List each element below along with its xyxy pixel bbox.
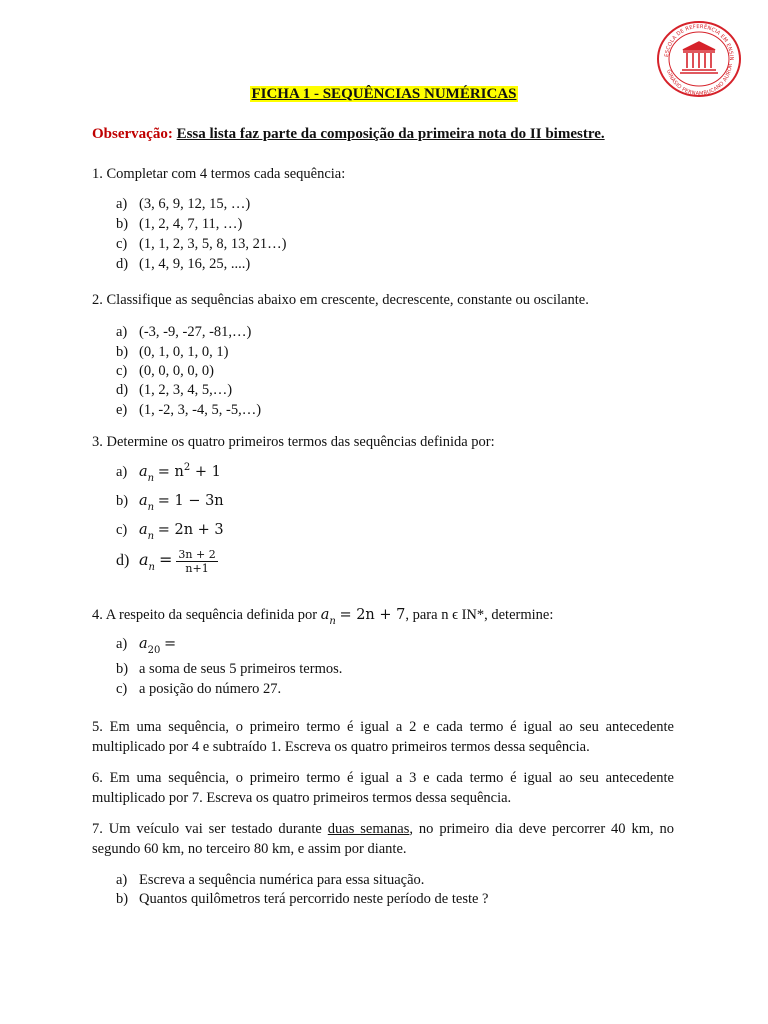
question-7-item: b) Quantos quilômetros terá percorrido neste período de teste ? [116, 891, 489, 907]
question-4-item: b) a soma de seus 5 primeiros termos. [116, 661, 343, 677]
observation-text: Essa lista faz parte da composição da primeira nota do II bimestre. [176, 126, 605, 142]
question-1-prompt: 1. Completar com 4 termos cada sequência: [92, 166, 346, 182]
question-1-item: c) (1, 1, 2, 3, 5, 8, 13, 21…) [116, 236, 287, 252]
question-7-text: 7. Um veículo vai ser testado durante duas semanas, no primeiro dia deve percorrer 40 km, no segundo 60 km, no terceiro 80 km, e assim por diante. [92, 821, 675, 857]
observation-note [92, 126, 605, 143]
question-3-item: c) $a_n = 2n + 3$ [116, 522, 224, 542]
question-6-text: 6. Em uma sequência, o primeiro termo é igual a 3 e cada termo é igual ao seu antecedente multiplicado por 7. Escreva os quatro primeiros termos dessa sequência. [92, 770, 674, 806]
fraction: $\frac{3n + 2}{n+1}$ [178, 548, 216, 575]
question-2-item: c) (0, 0, 0, 0, 0) [116, 363, 214, 379]
question-3-item: b) $a_n = 1 - 3n$ [116, 493, 224, 513]
question-4-item: a) $a_{20}$ = [116, 636, 177, 656]
question-1-item: d) (1, 4, 9, 16, 25, ....) [116, 256, 251, 272]
question-3-item: a) $a_n = n^2 + 1$ [116, 462, 221, 484]
question-1-item: a) (3, 6, 9, 12, 15, …) [116, 196, 251, 212]
svg-text:GINÁSIO PERNAMBUCANO AURORA: GINÁSIO PERNAMBUCANO AUROR [665, 63, 734, 98]
question-4-item: c) a posição do número 27. [116, 681, 282, 697]
question-2-item: b) (0, 1, 0, 1, 0, 1) [116, 344, 229, 360]
page-title [0, 86, 768, 103]
building-icon [680, 42, 718, 73]
question-2-prompt: 2. Classifique as sequências abaixo em crescente, decrescente, constante ou oscilante. [92, 292, 589, 308]
question-1-item: b) (1, 2, 4, 7, 11, …) [116, 216, 243, 232]
question-2-item: d) (1, 2, 3, 4, 5,…) [116, 382, 233, 398]
question-2-item: e) (1, -2, 3, -4, 5, -5,…) [116, 402, 262, 418]
question-5-text: 5. Em uma sequência, o primeiro termo é igual a 2 e cada termo é igual ao seu antecedente multiplicado por 4 e subtraído 1. Escreva os quatro primeiros termos dessa sequência. [92, 719, 674, 755]
question-4-prompt: 4. A respeito da sequência definida por $a_n = 2n + 7$, para n ϵ IN*, determine: [92, 607, 554, 627]
question-7-underlined: duas semanas [327, 821, 410, 837]
question-3-item: d) $a_n$ = $\frac{3n + 2}{n+1}$ [116, 548, 216, 575]
question-3-prompt: 3. Determine os quatro primeiros termos das sequências definida por: [92, 434, 495, 450]
question-7-item: a) Escreva a sequência numérica para essa situação. [116, 872, 425, 888]
page-title-text: FICHA 1 - SEQUÊNCIAS NUMÉRICAS [251, 86, 517, 102]
svg-text:ESCOLA DE REFERÊNCIA EM ENSINO: ESCOLA DE REFERÊNCIA EM ENSIN [664, 23, 735, 61]
question-2-item: a) (-3, -9, -27, -81,…) [116, 324, 252, 340]
observation-label: Observação: [92, 126, 173, 142]
